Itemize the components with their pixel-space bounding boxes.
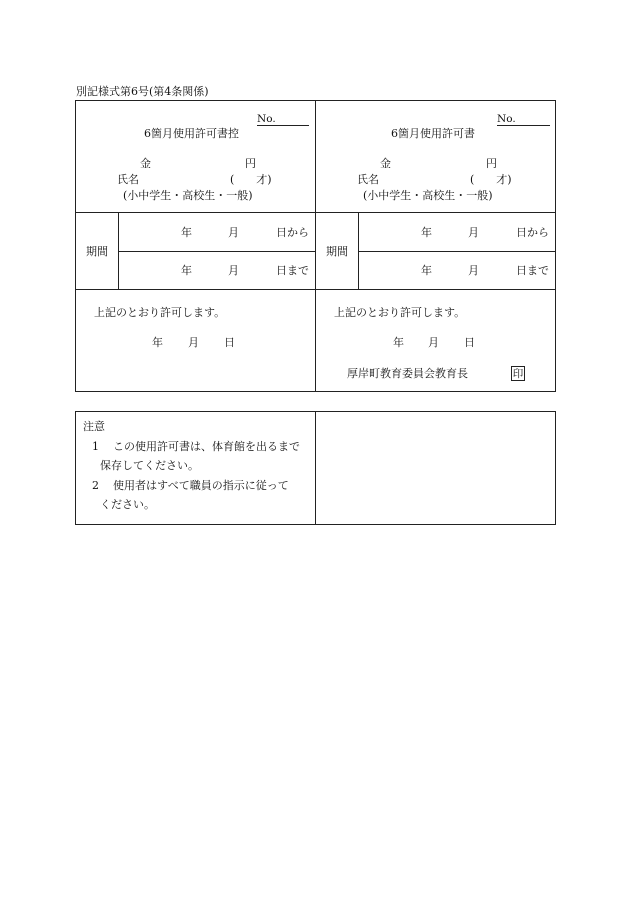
note-1-line-2: 保存してください。: [100, 459, 199, 472]
form-label: 別記様式第6号(第4条関係): [76, 85, 209, 98]
center-divider: [315, 100, 316, 392]
left-date-year: 年: [152, 336, 163, 349]
right-issuer: 厚岸町教育委員会教育長: [347, 367, 468, 380]
left-from-day: 日から: [276, 226, 309, 239]
left-no-label: No.: [257, 113, 276, 125]
left-kikan-divider: [118, 212, 119, 289]
right-shimei: 氏名: [357, 173, 379, 186]
right-to-month: 月: [468, 264, 479, 277]
note-2-number: 2: [92, 479, 99, 492]
notes-heading: 注意: [83, 420, 105, 433]
right-no-label: No.: [497, 113, 516, 125]
left-to-month: 月: [228, 264, 239, 277]
right-en: 円: [486, 157, 497, 170]
left-permit-text: 上記のとおり許可します。: [94, 306, 226, 319]
right-date-day: 日: [464, 336, 475, 349]
note-2-line-2: ください。: [100, 498, 155, 511]
right-no-underline: [497, 125, 550, 126]
left-date-month: 月: [188, 336, 199, 349]
right-kin: 金: [380, 157, 391, 170]
header-divider: [75, 212, 556, 213]
left-kikan: 期間: [86, 245, 108, 258]
notes-divider: [315, 411, 316, 525]
period-divider: [75, 289, 556, 290]
left-from-month: 月: [228, 226, 239, 239]
right-kikan: 期間: [326, 245, 348, 258]
left-no-underline: [257, 125, 309, 126]
right-date-year: 年: [393, 336, 404, 349]
left-title: 6箇月使用許可書控: [144, 127, 239, 140]
right-title: 6箇月使用許可書: [391, 127, 475, 140]
note-2-line-1: 使用者はすべて職員の指示に従って: [113, 479, 289, 492]
left-to-year: 年: [181, 264, 192, 277]
right-category: (小中学生・高校生・一般): [363, 189, 493, 202]
right-from-month: 月: [468, 226, 479, 239]
right-period-mid-line: [358, 251, 556, 252]
left-age: ( 才): [230, 173, 272, 186]
left-kin: 金: [140, 157, 151, 170]
note-1-number: 1: [92, 440, 99, 453]
left-to-day: 日まで: [276, 264, 309, 277]
note-1-line-1: この使用許可書は、体育館を出るまで: [113, 440, 300, 453]
right-from-year: 年: [421, 226, 432, 239]
right-date-month: 月: [428, 336, 439, 349]
right-to-year: 年: [421, 264, 432, 277]
right-kikan-divider: [358, 212, 359, 289]
right-from-day: 日から: [516, 226, 549, 239]
right-to-day: 日まで: [516, 264, 549, 277]
left-category: (小中学生・高校生・一般): [123, 189, 253, 202]
left-shimei: 氏名: [117, 173, 139, 186]
left-from-year: 年: [181, 226, 192, 239]
left-en: 円: [245, 157, 256, 170]
seal-stamp: 印: [512, 368, 524, 380]
right-permit-text: 上記のとおり許可します。: [334, 306, 466, 319]
right-age: ( 才): [470, 173, 512, 186]
left-period-mid-line: [118, 251, 315, 252]
left-date-day: 日: [224, 336, 235, 349]
